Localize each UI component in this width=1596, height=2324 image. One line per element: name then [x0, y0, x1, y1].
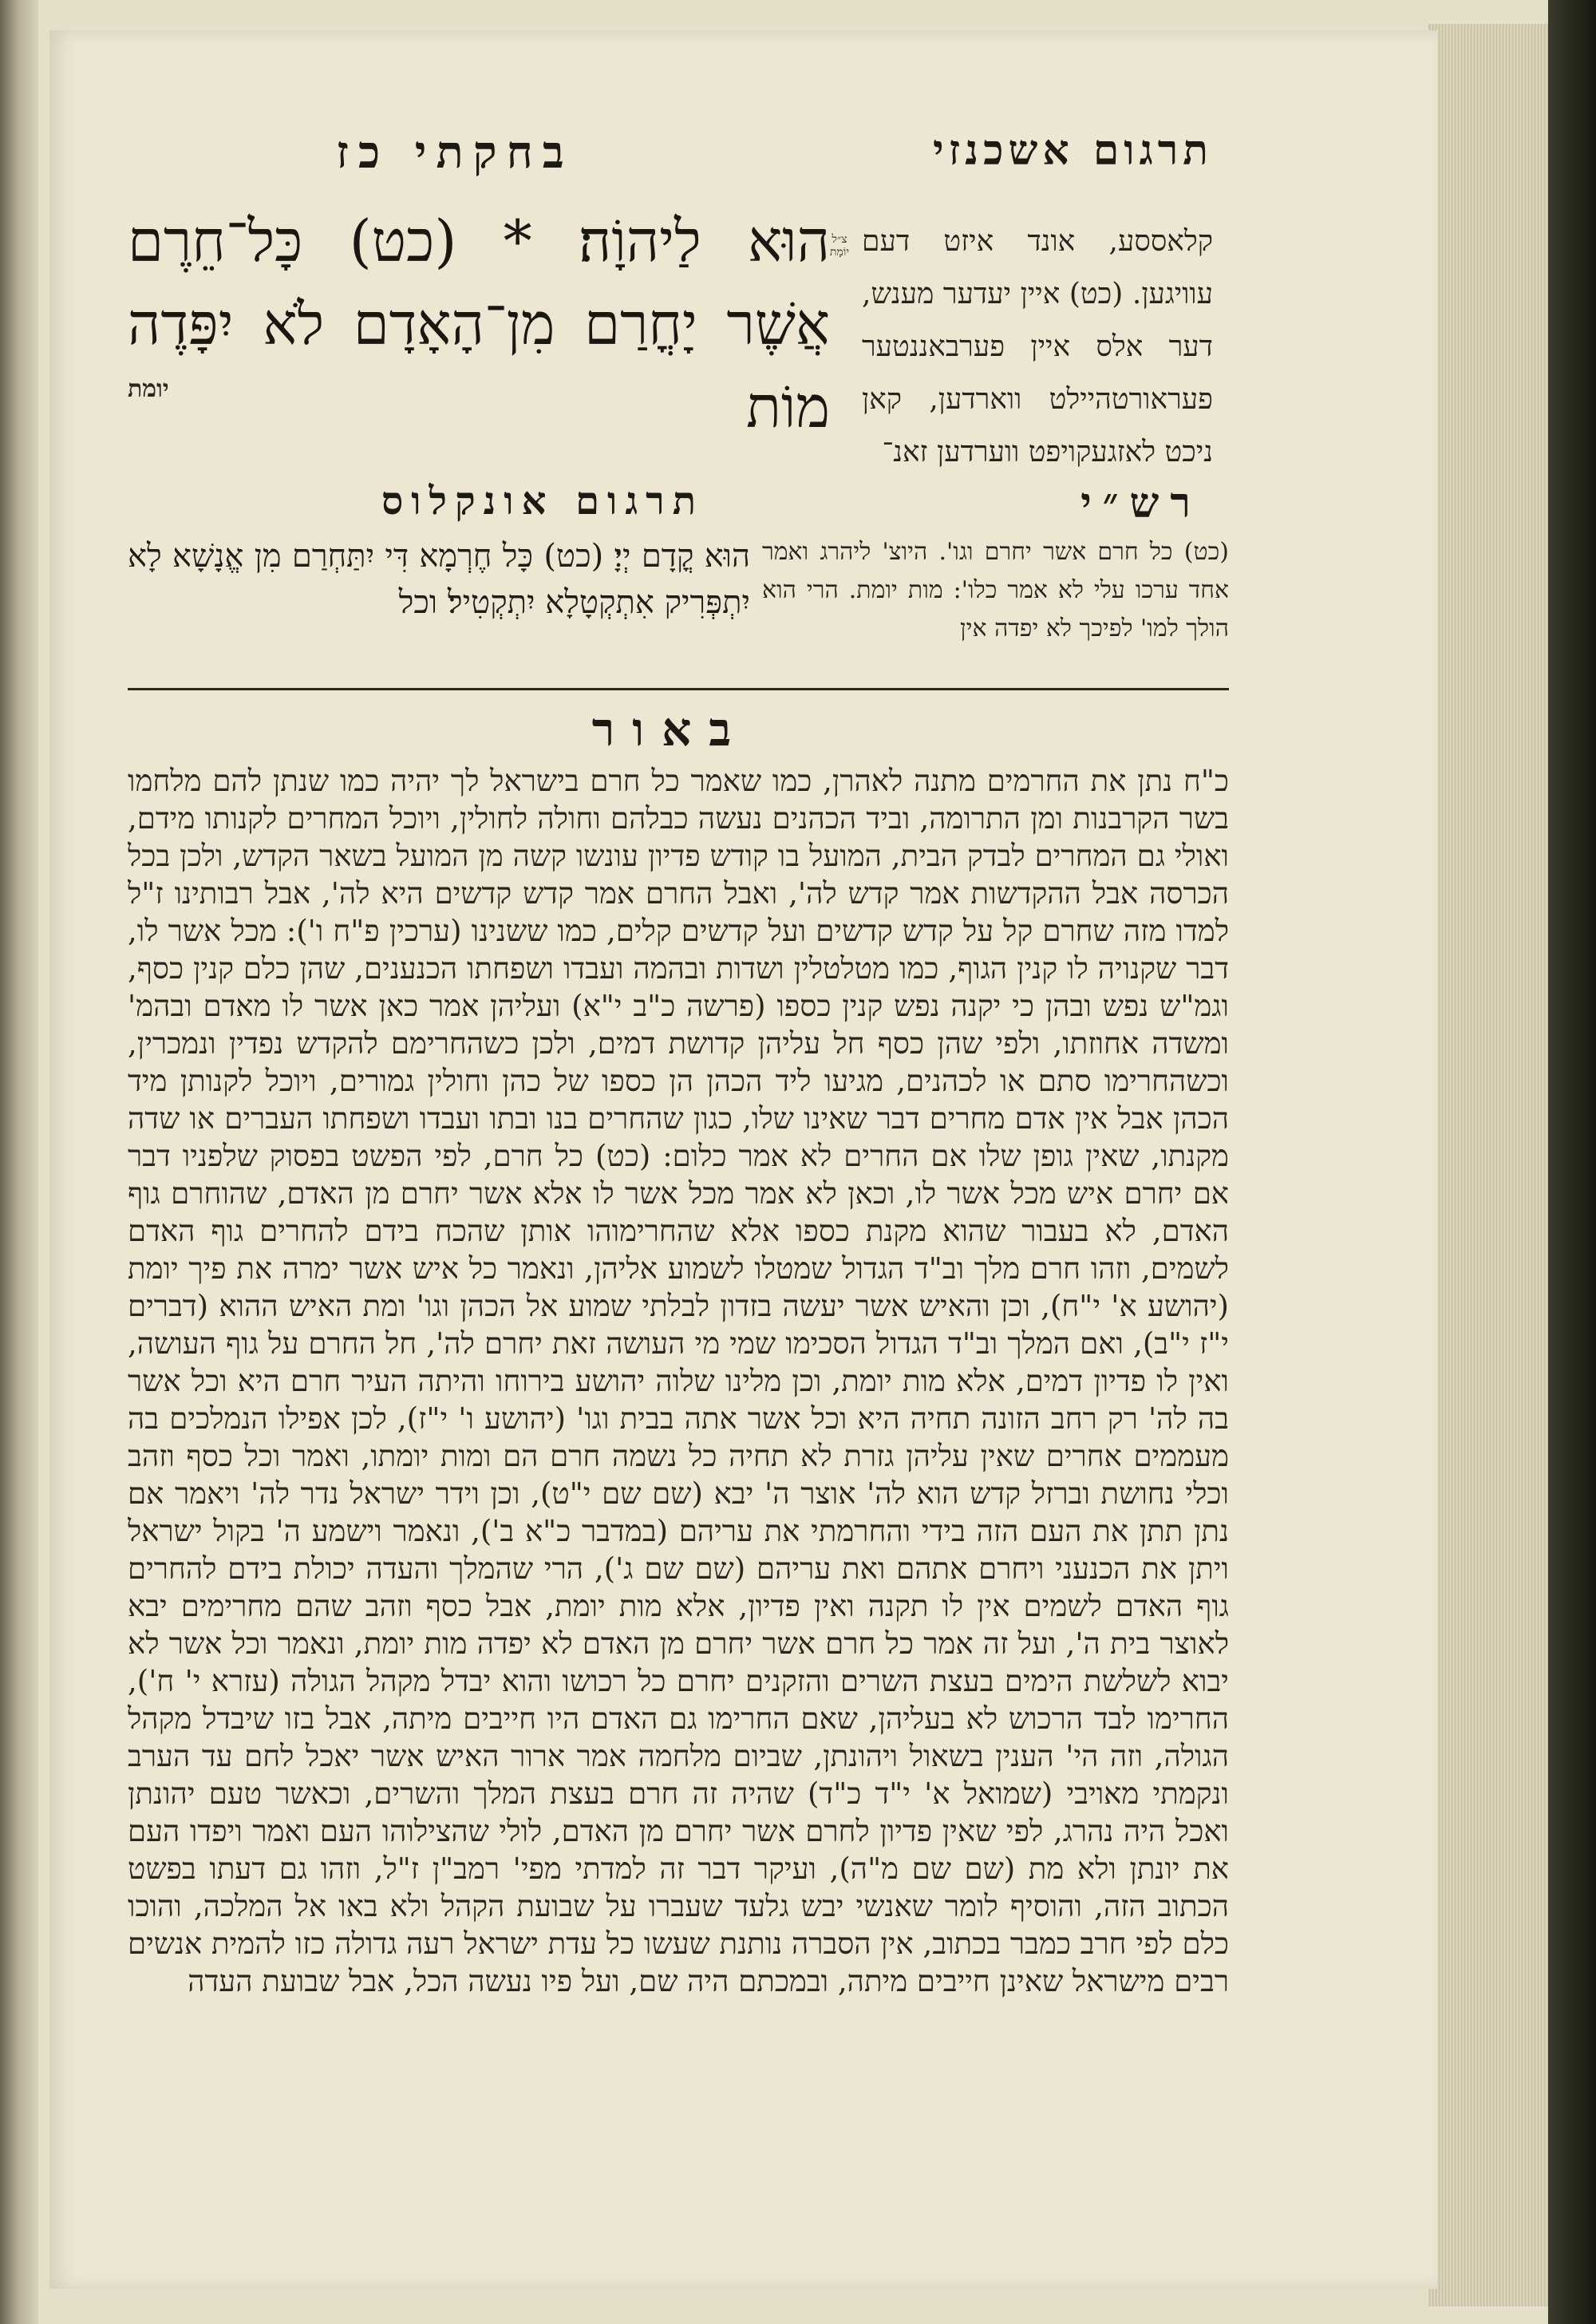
section-divider-rule: [128, 688, 1229, 690]
rashi-title: רש״י: [1080, 479, 1202, 528]
book-gutter-edge: [0, 0, 38, 2324]
verse-marginal-note: צ״ל יוֹמָת: [829, 233, 849, 259]
biur-paragraph: כ"ח נתן את החרמים מתנה לאהרן, כמו שאמר כל חרם בישראל לך יהיה כמו שנתן להם מלחמו בשר הקרבנות ומן התרומה, וביד הכהנים נעשה כבלהם וחולה לחולין, ויוכל המחרים לקנותו מידם, ואולי גם המחרים לבדק הבית, המועל בו קודש פדיון עונשו קשה מן המועל בשאר הקדש, ולכן בכל הכרסה אבל ההקדשות אמר קדש לה', ואבל החרם אמר קדש קדשים היא לה', אבל רבותינו ז"ל למדו מזה שחרם קל על קדש קדשים ועל קדשים קלים, כמו ששנינו (ערכין פ"ח ו'): מכל אשר לו, דבר שקנויה לו קנין הגוף, כמו מטלטלין ושדות ובהמה ועבדו ושפחתו הכנענים, שהן כלם קנין כסף, וגמ"ש נפש ובהן כי יקנה נפש קנין כספו (פרשה כ"ב י"א) ועליהן אמר כאן אשר לו מאדם ובהמ' ומשדה אחוזתו, ולפי שהן כסף חל עליהן קדושת דמים, ולכן כשהחרימם להקדש נפדין ונמכרין, וכשהחרימו סתם או לכהנים, מגיעו ליד הכהן הן כספו של כהן וחולין גמורים, ויוכל לקנותן מיד הכהן אבל אין אדם מחרים דבר שאינו שלו, כגון שהחרים בנו ובתו ועבדו ושפחתו העברים או שדה מקנתו, שאין גופן שלו אם החרים לא אמר כלום: (כט) כל חרם, לפי הפשט בפסוק שלפניו דבר אם יחרם איש מכל אשר לו, וכאן לא אמר מכל אשר לו אלא אשר יחרם מן האדם, שהוחרם גוף האדם, לא בעבור שהוא מקנת כספו אלא שהחרימוהו אותן שהכח בידם להחרים גוף האדם לשמים, וזהו חרם מלך וב"ד הגדול שמטלו לשמוע אליהן, ונאמר כל איש אשר ימרה את פיך יומת (יהושע א' י"ח), וכן והאיש אשר יעשה בזדון לבלתי שמוע אל הכהן וגו' ומת האיש ההוא (דברים י"ז י"ב), ואם המלך וב"ד הגדול הסכימו שמי מי העושה זאת יחרם לה', חל החרם על גוף העושה, ואין לו פדיון דמים, אלא מות יומת, וכן מלינו שלוה יהושע בירוחו והיתה העיר חרם היא וכל אשר בה לה' רק רחב הזונה תחיה היא וכל אשר אתה בבית וגו' (יהושע ו' י"ז), לכן אפילו הנמלכים בה מעממים אחרים שאין עליהן גזרת לא תחיה כל נשמה חרם הם ומות יומתו, ואמר וכל כסף וזהב וכלי נחושת וברזל קדש הוא לה' אוצר ה' יבא (שם שם י"ט), וכן וידר ישראל נדר לה' ויאמר אם נתן תתן את העם הזה בידי והחרמתי את עריהם (במדבר כ"א ב'), ונאמר וישמע ה' בקול ישראל ויתן את הכנעני ויחרם אתהם ואת עריהם (שם שם ג'), הרי שהמלך והעדה יכולת בידם להחרים גוף האדם לשמים אין לו תקנה ואין פדיון, אלא מות יומת, אבל כסף וזהב שהם מחרימים יבא לאוצר בית ה', ועל זה אמר כל חרם אשר יחרם מן האדם לא יפדה מות יומת, ונאמר וכל אשר לא יבוא לשלשת הימים בעצת השרים והזקנים יחרם כל רכושו והוא יבדל מקהל הגולה (עזרא י' ח'), החרימו לבד הרכוש לא בעליהן, שאם החרימו גם האדם היו חייבים מיתה, אבל בזו שיבדל מקהל הגולה, וזה הי' הענין בשאול ויהונתן, שביום מלחמה אמר ארור האיש אשר יאכל לחם עד הערב ונקמתי מאויבי (שמואל א' י"ד כ"ד) שהיה זה חרם בעצת המלך והשרים, וכאשר טעם יהונתן ואכל היה נהרג, לפי שאין פדיון לחרם אשר יחרם מן האדם, לולי שהצילוהו העם ואמר ויפדו העם את יונתן ולא מת (שם שם מ"ה), ועיקר דבר זה למדתי מפי' רמב"ן ז"ל, וזהו גם דעתו בפשט הכתוב הזה, והוסיף לומר שאנשי יבש גלעד שעברו על שבועת הקהל ולא באו אל המלכה, והוכו כלם לפי חרב כמבר בכתוב, אין הסברה נותנת שעשו כל עדת ישראל רעה גדולה כזו להמית אנשים רבים מישראל שאינן חייבים מיתה, ובמכתם היה שם, ועל פיו נעשה הכל, אבל שבועת העדה: [128, 764, 1229, 1998]
biur-title: באור: [591, 702, 749, 757]
page-stack-edge: [1428, 24, 1556, 2306]
book-cover-edge: [1548, 0, 1596, 2324]
targum-ashkenazi-header: תרגום אשכנזי: [933, 126, 1213, 175]
verse-catchword: יומת: [128, 375, 169, 403]
onkelos-title: תרגום אונקלוס: [381, 479, 705, 524]
onkelos-translation-text: הוּא קֳדָם יְיָ׃ (כט) כָּל חֶרְמָא דִּי יִתַּחְרַם מִן אֱנָשָׁא לָא יִתְפְּרִיק אִתְקְטָלָא יִתְקְטִיל׃ וכל: [128, 538, 750, 621]
yiddish-translation-text: קלאססע, אונד איזט דעם עוויגען. (כט) איין יעדער מענש, דער אלס איין פערבאננטער פעראורטהיילט ווארדען, קאן ניכט לאזגעקויפט ווערדען זאנ־: [862, 225, 1213, 468]
rashi-commentary-text: (כט) כל חרם אשר יחרם וגו'. היוצ' ליהרג ואמר אחד ערכו עלי לא אמר כלו': מות יומת. הרי הוא הולך למו' לפיכך לא יפדה אין: [762, 538, 1229, 642]
biur-commentary: [128, 762, 1229, 2071]
torah-verse-text: הוּא לַיהוָֹה׃ * (כט) כָּל־חֵרֶם אֲשֶׁר יָחֳרַם מִן־הָאָדָם לֹא יִפָּדֶה מוֹת: [128, 208, 830, 441]
parasha-header: בחקתי כז: [336, 126, 574, 179]
